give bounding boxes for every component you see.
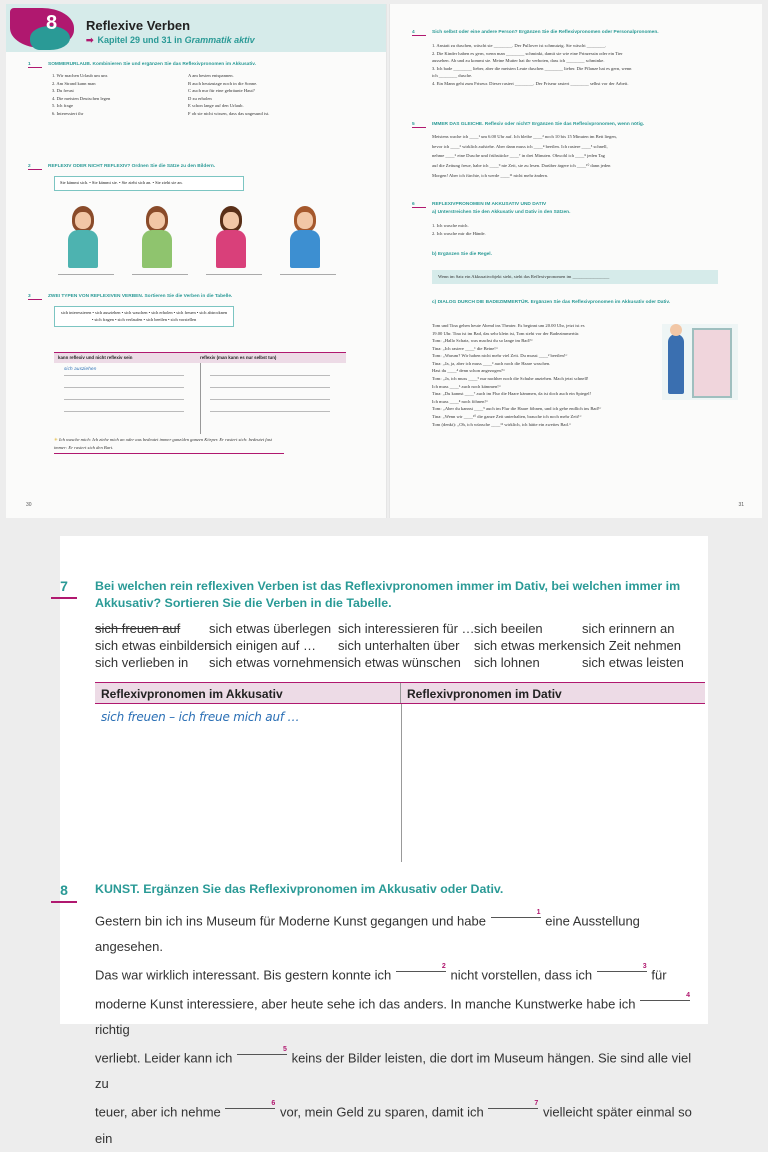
ex1-number: 1 bbox=[28, 62, 42, 68]
ex3-heading bbox=[28, 294, 232, 300]
chapter-subtitle-italic: Grammatik aktiv bbox=[184, 35, 255, 45]
ex5-number: 5 bbox=[412, 122, 426, 128]
ex6-c-line: Tom: „Ja, ich muss ____⁵ nur nachher noch die Schuhe anziehen. Mach jetzt schnell! bbox=[432, 376, 589, 382]
page-number-left: 30 bbox=[26, 502, 32, 508]
ex1-right-item: D zu erholen bbox=[188, 95, 212, 101]
textbook-spread bbox=[0, 0, 768, 522]
verb-item: sich beeilen bbox=[474, 621, 543, 636]
ex6-c-line: Tom (denkt): „Oh, ich wünsche ____¹¹ wirklich, ich hätte ein zweites Bad.“ bbox=[432, 421, 571, 427]
illustration-girl-2 bbox=[132, 204, 188, 268]
column-header-akkusativ: Reflexivpronomen im Akkusativ bbox=[95, 683, 401, 703]
ex6-c-line: Tom: „Aber du kannst ____⁹ auch im Flur die Haare föhnen, und ich gehe endlich ins Bad!“ bbox=[432, 406, 602, 412]
ex3-table bbox=[54, 352, 346, 434]
ex6-sub-b: b) Ergänzen Sie die Regel. bbox=[432, 252, 492, 257]
verb-item: sich etwas einbilden bbox=[95, 638, 212, 653]
verb-item: sich verlieben in bbox=[95, 655, 189, 670]
ex5-line: Meistens wache ich ____¹ um 6.00 Uhr auf. Ich bleibe ____² noch 10 bis 15 Minuten im Bett liegen, bbox=[432, 134, 617, 139]
cloze-text: keins der Bilder leisten, die dort im Museum hängen. Sie sind alle viel zu bbox=[95, 1050, 692, 1092]
ex1-heading bbox=[28, 62, 256, 68]
left-page bbox=[6, 4, 386, 518]
chapter-title: Reflexive Verben bbox=[86, 18, 191, 33]
blank-4[interactable] bbox=[640, 989, 690, 1001]
blank-7[interactable] bbox=[488, 1097, 538, 1109]
blank-number: 7 bbox=[534, 1100, 539, 1108]
ex8-cloze-text bbox=[95, 906, 695, 1152]
ex8-heading: KUNST. Ergänzen Sie das Reflexivpronomen im Akkusativ oder Dativ. bbox=[95, 882, 504, 896]
ex3-number: 3 bbox=[28, 294, 42, 300]
chapter-number: 8 bbox=[46, 12, 58, 34]
ex7-verb-list bbox=[95, 620, 692, 671]
chapter-subtitle-prefix: Kapitel 29 und 31 in bbox=[97, 35, 185, 45]
ex6-c-line: Tina: „Ich rasiere ____¹ die Beine!“ bbox=[432, 345, 498, 351]
ex6-c-line: Hast du ____⁴ denn schon angezogen?“ bbox=[432, 368, 505, 374]
verb-row bbox=[95, 620, 692, 637]
cloze-text: vielleicht später einmal so ein bbox=[95, 1104, 692, 1146]
verb-item: sich etwas merken bbox=[474, 638, 582, 653]
ex1-right-item: F ob sie nicht wissen, dass das ungesund ist. bbox=[188, 110, 270, 116]
ex1-left-item: 1. Wir machen Urlaub um uns bbox=[52, 73, 108, 78]
ex7-sort-table bbox=[95, 682, 705, 862]
ex6-rule-box: Wenn im Satz ein Akkusativobjekt steht, steht das Reflexivpronomen im ________________ bbox=[432, 270, 718, 284]
ex5-line: auf die Zeitung freue, habe ich ____⁹ nie Zeit, sie zu lesen. Darüber ärgere ich ____¹⁰ dann jeden bbox=[432, 162, 611, 168]
ex6-c-line: 19.00 Uhr. Tina ist im Bad, das sehr klein ist, Tom steht vor der Badezimmertür. bbox=[432, 330, 580, 336]
verb-row bbox=[95, 654, 692, 671]
ex5-heading bbox=[412, 122, 644, 128]
ex3-col1: kann reflexiv und nicht reflexiv sein bbox=[58, 355, 133, 360]
ex1-right-item: E schon lange auf den Urlaub. bbox=[188, 103, 244, 109]
table-divider bbox=[401, 704, 402, 862]
ex2-sentence-box: Sie kämmt sich. • Sie kämmt sie. • Sie zieht sich an. • Sie zieht sie an. bbox=[54, 176, 244, 191]
verb-item: sich Zeit nehmen bbox=[582, 638, 681, 653]
ex1-left-item: 5. Ich frage bbox=[52, 103, 74, 109]
ex6-c-line: Tina: „Du kannst ____⁷ auch im Flur die Haare kämmen, da ist doch auch ein Spiegel! bbox=[432, 391, 592, 397]
blank-number: 2 bbox=[441, 963, 446, 971]
ex6-c-line: Tom: „Hallo Schatz, was machst du so lange im Bad?“ bbox=[432, 338, 533, 344]
ex1-right-item: C auch nur für eine gebräunte Haut? bbox=[188, 88, 255, 94]
verb-item: sich etwas überlegen bbox=[209, 621, 332, 636]
ex4-heading-text: Sich selbst oder eine andere Person? Ergänzen Sie die Reflexivpronomen oder Personalpronomen. bbox=[432, 30, 659, 35]
ex6-a-line: 2. Ich wasche mir die Hände. bbox=[432, 230, 486, 236]
verb-item: sich unterhalten über bbox=[338, 638, 460, 653]
verb-item: sich lohnen bbox=[474, 655, 540, 670]
cloze-text: richtig bbox=[95, 1021, 130, 1037]
ex4-line: aussehen. Ab und zu kommt sie. Meine Mutter hat ihr verboten, dass ich ________ schminke. bbox=[432, 58, 605, 64]
ex1-heading-text: SOMMERURLAUB. Kombinieren Sie und ergänzen Sie das Reflexivpronomen im Akkusativ. bbox=[48, 62, 256, 67]
ex1-right-item: B auch heutzutage noch in die Sonne. bbox=[188, 80, 258, 86]
cloze-text: vor, mein Geld zu sparen, damit ich bbox=[280, 1104, 484, 1120]
ex4-line: 4. Ein Mann geht zum Friseur. Dieser rasiert ________. Der Friseur rasiert ________ selbst vor der Arbeit. bbox=[432, 80, 629, 86]
cloze-text: für bbox=[651, 967, 667, 983]
ex4-lines bbox=[432, 42, 752, 87]
ex6-a-lines bbox=[432, 222, 486, 237]
blank-number: 1 bbox=[536, 909, 541, 916]
verb-item: sich etwas wünschen bbox=[338, 655, 461, 670]
illustration-girl-1 bbox=[58, 204, 114, 268]
cloze-text: teuer, aber ich nehme bbox=[95, 1104, 221, 1120]
chapter-subtitle bbox=[86, 35, 255, 46]
right-page bbox=[390, 4, 762, 518]
ex5-line: nehme ____⁶ eine Dusche und frühstücke ____⁷ in drei Minuten. Obwohl ich ____⁸ jeden Tag bbox=[432, 153, 605, 159]
blank-1[interactable] bbox=[491, 906, 541, 918]
cloze-text: eine Ausstellung angesehen. bbox=[95, 913, 640, 955]
ex3-tip bbox=[54, 436, 284, 454]
blank-3[interactable] bbox=[597, 960, 647, 972]
ex1-left-item: 3. Du freust bbox=[52, 88, 74, 94]
ex3-table-header bbox=[54, 353, 346, 363]
blank-number: 4 bbox=[686, 991, 691, 999]
ex6-heading bbox=[412, 202, 546, 208]
ex4-line: 1. Anstatt zu duschen, wäscht sie ________. Der Pullover ist schmutzig. Sie wäscht ________. bbox=[432, 43, 607, 48]
blank-6[interactable] bbox=[225, 1097, 275, 1109]
ex6-c-line: Tina: „Ja, ja, aber ich muss ____³ auch noch die Haare waschen. bbox=[432, 360, 551, 366]
page-number-right: 31 bbox=[738, 502, 744, 508]
ex6-heading-text: REFLEXIVPRONOMEN IM AKKUSATIV UND DATIV bbox=[432, 202, 547, 207]
ex6-c-line: Ich muss ____⁶ auch noch kämmen!“ bbox=[432, 383, 501, 389]
verb-item: sich einigen auf … bbox=[209, 638, 316, 653]
cloze-text: verliebt. Leider kann ich bbox=[95, 1050, 233, 1066]
ex3-col2: reflexiv (man kann es nur selbst tun) bbox=[200, 355, 277, 360]
cloze-text: nicht vorstellen, dass ich bbox=[450, 967, 593, 983]
ex4-heading bbox=[412, 30, 742, 36]
ex1-right-column bbox=[188, 72, 358, 117]
ex5-heading-text: IMMER DAS GLEICHE. Reflexiv oder nicht? Ergänzen Sie das Reflexivpronomen, wenn nötig. bbox=[432, 122, 645, 127]
blank-number: 3 bbox=[642, 963, 647, 971]
verb-item: sich interessieren für … bbox=[338, 621, 475, 636]
cloze-text: Das war wirklich interessant. Bis gestern konnte ich bbox=[95, 967, 392, 983]
ex4-line: 3. Ich bade ________ lieber, aber die meisten Leute duschen ________ lieber. Die Pflanze hat es gern, wenn bbox=[432, 65, 632, 71]
ex3-tip-text: Ich wasche mich: Ich ziehe mich an oder aus bedeutet immer ganz/den ganzen Körper. Er rasiert sich: bedeutet fast immer: Er rasiert sich den Bart. bbox=[54, 437, 272, 450]
ex5-line: Morgen! Aber ich fürchte, ich werde ____¹¹ nicht mehr ändern. bbox=[432, 172, 549, 178]
ex8-number: 8 bbox=[51, 882, 77, 903]
ex1-left-item: 4. Die meisten Deutschen legen bbox=[52, 95, 111, 101]
illustration-girl-4 bbox=[280, 204, 336, 268]
ex6-c-line: Ich muss ____⁸ noch föhnen!“ bbox=[432, 398, 488, 404]
verb-item: sich erinnern an bbox=[582, 621, 675, 636]
exercise-page bbox=[60, 536, 708, 1146]
verb-item: sich etwas leisten bbox=[582, 655, 684, 670]
ex5-lines bbox=[432, 132, 752, 180]
ex1-right-item: A am besten entspannen. bbox=[188, 73, 234, 78]
cloze-text: Gestern bin ich ins Museum für Moderne Kunst gegangen und habe bbox=[95, 913, 486, 929]
verb-row bbox=[95, 637, 692, 654]
ex4-number: 4 bbox=[412, 30, 426, 36]
ex6-sub-a: a) Unterstreichen Sie den Akkusativ und Dativ in den Sätzen. bbox=[432, 210, 571, 215]
ex6-number: 6 bbox=[412, 202, 426, 208]
ex2-number: 2 bbox=[28, 164, 42, 170]
ex6-c-line: Tina: „Wenn wir ____¹⁰ die ganze Zeit unterhalten, brauche ich noch mehr Zeit!“ bbox=[432, 413, 582, 419]
tip-icon: ✳ bbox=[54, 437, 59, 442]
blank-5[interactable] bbox=[237, 1043, 287, 1055]
ex3-verb-box: sich interessieren • sich ausziehen • sich waschen • sich erholen • sich freuen • sich abtrocknen • sich fragen • sich verlaufen • sich beeilen • sich vorstellen bbox=[54, 306, 234, 327]
chapter-header bbox=[6, 4, 386, 52]
ex1-left-item: 6. Interessiert ihr bbox=[52, 110, 84, 116]
ex5-line: bevor ich ____³ wirklich aufstehe. Aber dann muss ich ____⁴ beeilen. Ich rasiere ____⁵ schnell, bbox=[432, 143, 608, 149]
ex4-line: 2. Die Kinder haben es gern, wenn man ________ schminkt, damit sie wie eine Prinzessin oder ein Tier bbox=[432, 50, 623, 56]
ex4-line: ich ________ dusche. bbox=[432, 73, 473, 79]
blank-number: 6 bbox=[271, 1100, 276, 1108]
arrow-right-icon: ➡ bbox=[86, 35, 94, 45]
ex7-question: Bei welchen rein reflexiven Verben ist das Reflexivpronomen immer im Dativ, bei welchen immer im Akkusativ? Sortieren Sie die Verben in die Tabelle. bbox=[95, 579, 681, 610]
ex6-sub-c: c) DIALOG DURCH DIE BADEZIMMERTÜR. Ergänzen Sie das Reflexivpronomen im Akkusativ oder Dativ. bbox=[432, 300, 671, 305]
verb-item-crossed: sich freuen auf bbox=[95, 621, 181, 636]
ex6-c-line: Tom und Tina gehen heute Abend ins Theater. Es beginnt um 20.00 Uhr, jetzt ist es bbox=[432, 323, 585, 328]
verb-item: sich etwas vornehmen bbox=[209, 655, 339, 670]
column-header-dativ: Reflexivpronomen im Dativ bbox=[407, 687, 562, 701]
ex2-heading bbox=[28, 164, 215, 170]
ex1-left-item: 2. Am Strand kann man bbox=[52, 80, 96, 86]
ex7-example-answer: sich freuen – ich freue mich auf … bbox=[101, 710, 300, 724]
illustration-girl-3 bbox=[206, 204, 262, 268]
ex7-table-header bbox=[95, 682, 705, 704]
blank-number: 5 bbox=[282, 1045, 287, 1053]
ex6-c-line: Tom: „Warum? Wir haben nicht mehr viel Zeit. Du musst ____² beeilen!“ bbox=[432, 353, 568, 359]
ex6-a-line: 1. Ich wasche mich. bbox=[432, 223, 469, 228]
ex7-number: 7 bbox=[51, 578, 77, 599]
ex3-heading-text: ZWEI TYPEN VON REFLEXIVEN VERBEN. Sortieren Sie die Verben in die Tabelle. bbox=[48, 294, 233, 299]
blank-2[interactable] bbox=[396, 960, 446, 972]
ex2-heading-text: REFLEXIV ODER NICHT REFLEXIV? Ordnen Sie die Sätze zu den Bildern. bbox=[48, 164, 216, 169]
cloze-text: moderne Kunst interessiere, aber heute sehe ich das anders. In manche Kunstwerke habe ich bbox=[95, 995, 636, 1011]
illustration-bathroom-door bbox=[662, 324, 738, 400]
ex1-left-column bbox=[52, 72, 182, 117]
ex3-example: sich ausziehen bbox=[64, 367, 97, 372]
